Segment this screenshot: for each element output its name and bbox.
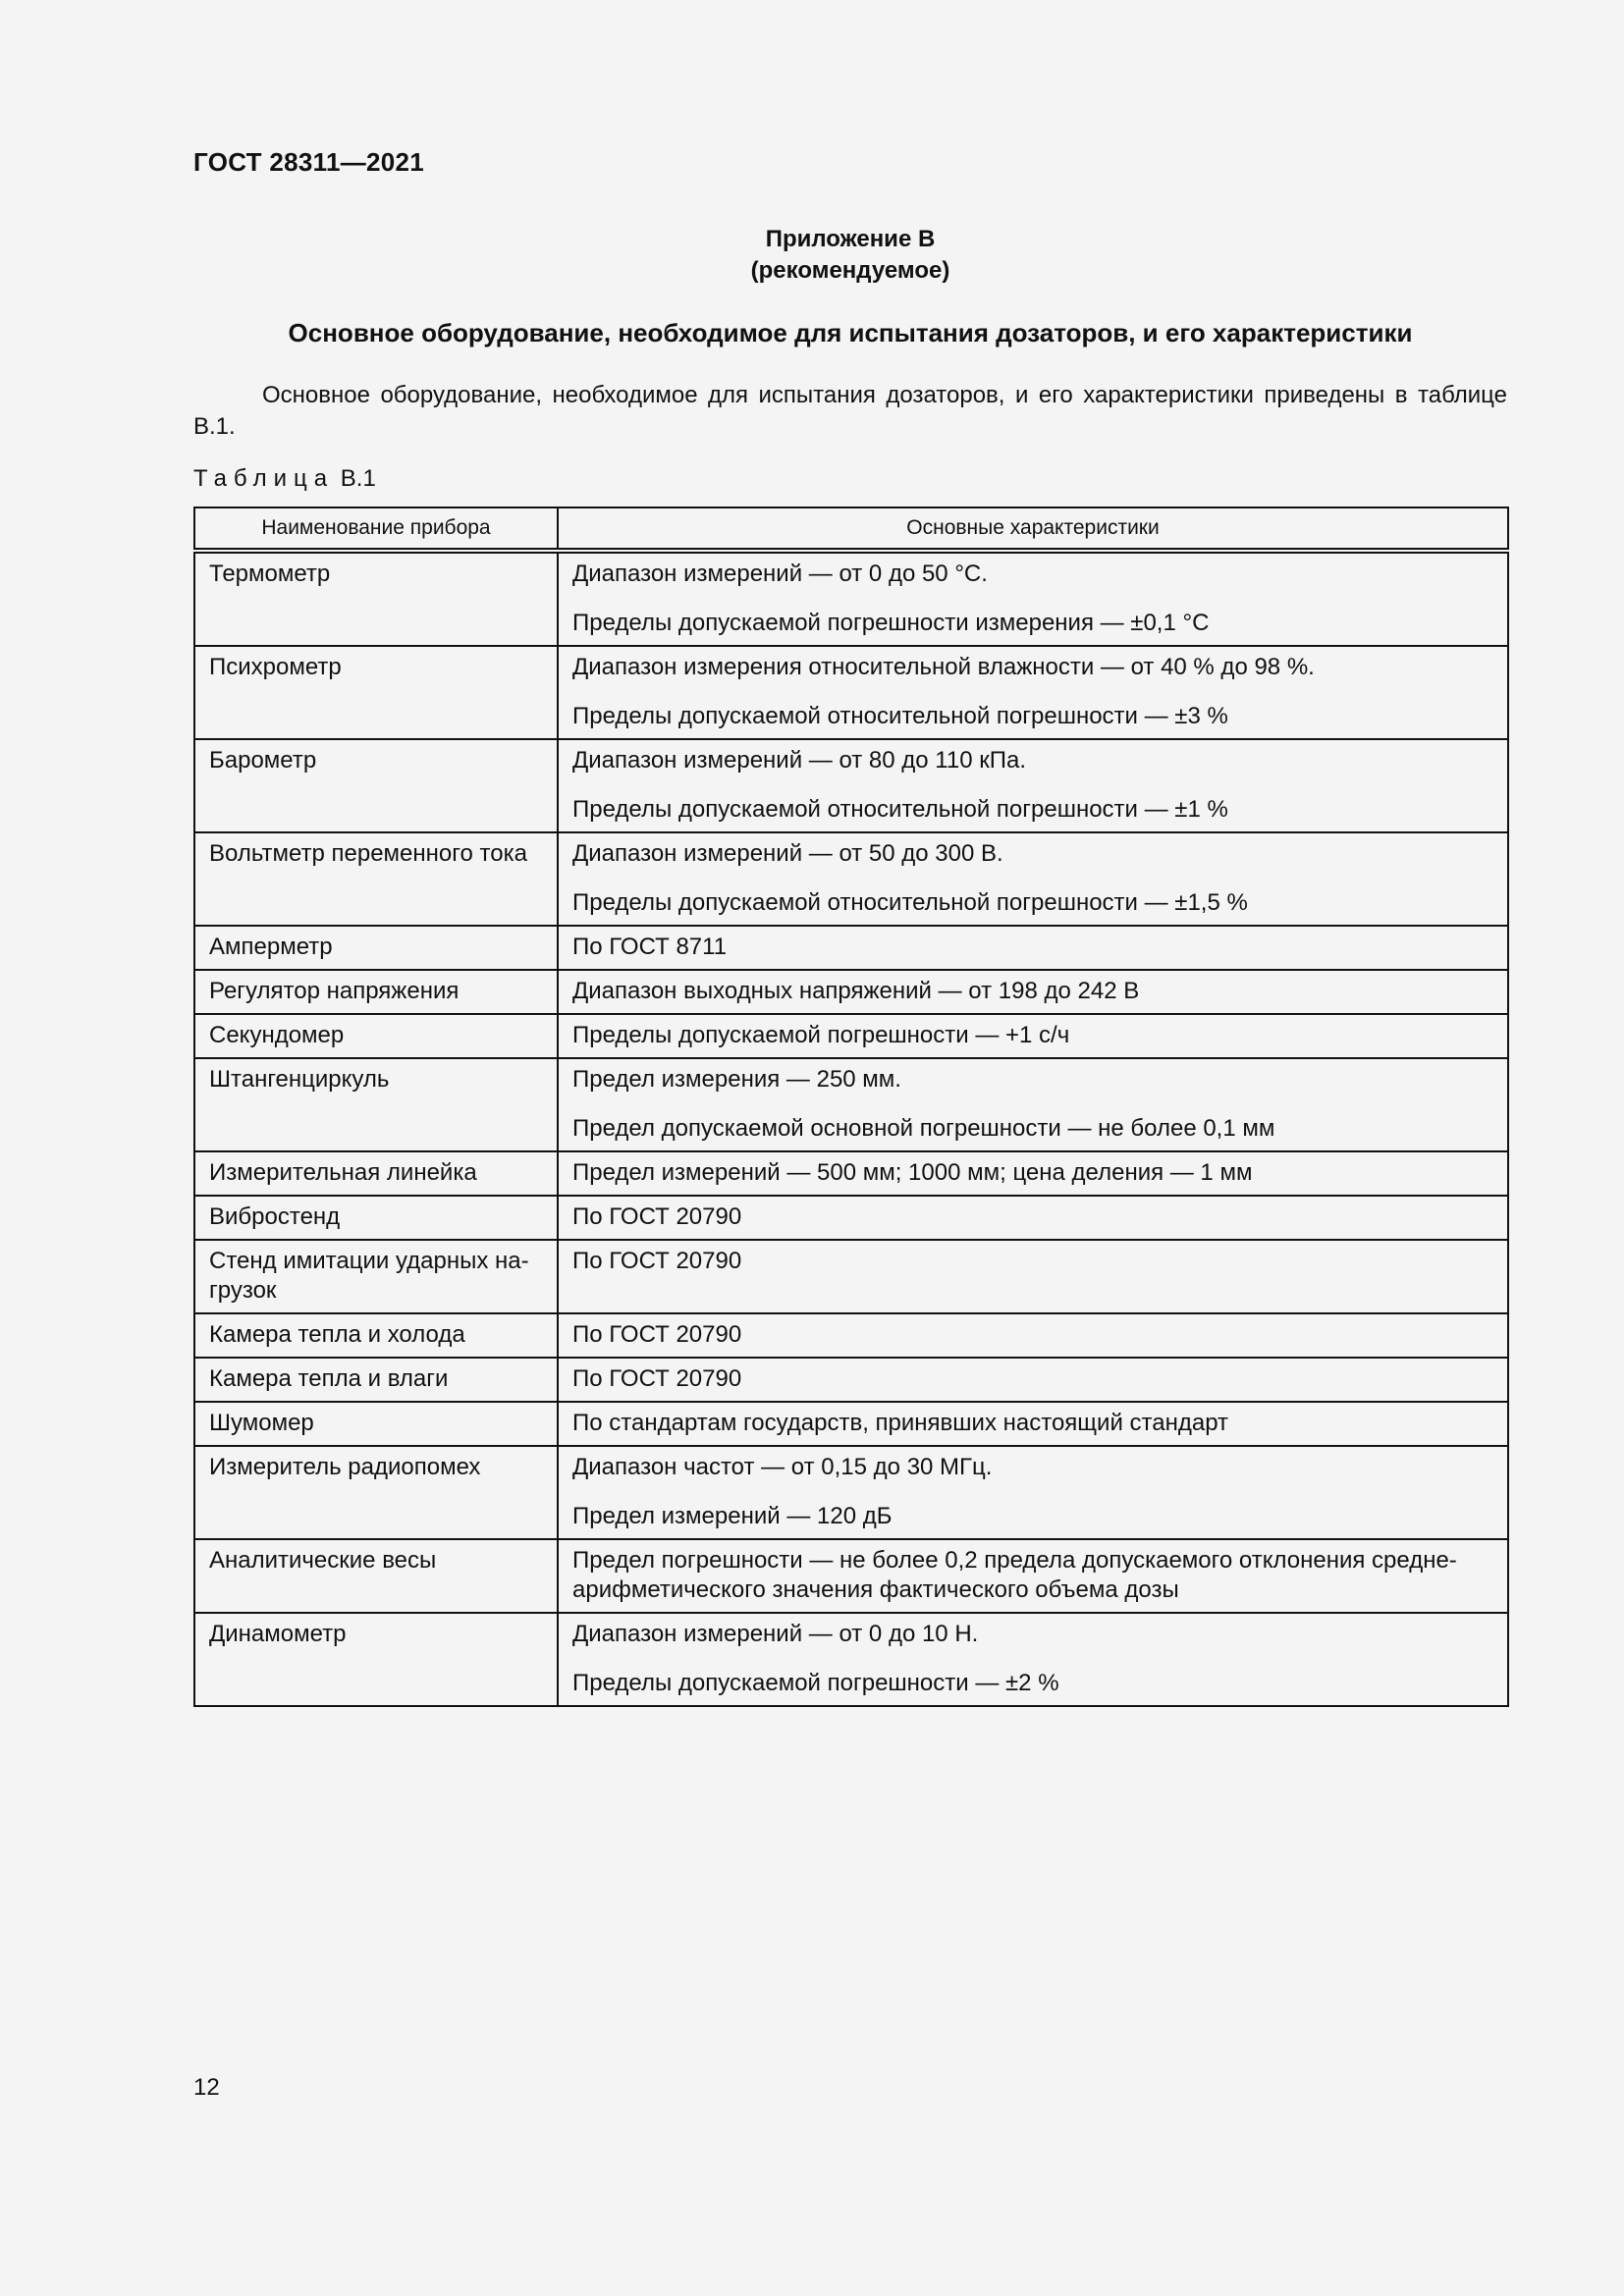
table-row xyxy=(194,1313,1508,1358)
device-name-cell: Регулятор напряжения xyxy=(194,970,558,1014)
table-caption-word: Таблица xyxy=(193,465,335,492)
device-name-cell: Секундомер xyxy=(194,1014,558,1058)
table-row xyxy=(194,739,1508,832)
spec-line: Диапазон измерений — от 80 до 110 кПа. xyxy=(572,747,1026,774)
device-name-cell: Амперметр xyxy=(194,926,558,970)
spec-line: По ГОСТ 8711 xyxy=(572,934,728,960)
spec-line: Пределы допускаемой относительной погрешности — ±1 % xyxy=(572,796,1228,823)
device-specs-cell xyxy=(558,1402,1508,1446)
device-name-cell: Штангенциркуль xyxy=(194,1058,558,1151)
device-specs-cell xyxy=(558,1313,1508,1358)
table-row xyxy=(194,1196,1508,1240)
table-caption xyxy=(193,463,376,495)
intro-paragraph: Основное оборудование, необходимое для испытания дозаторов, и его характеристики приведены в таблице В.1. xyxy=(193,382,1507,440)
spec-line: Диапазон частот — от 0,15 до 30 МГц. xyxy=(572,1454,993,1480)
table-row xyxy=(194,1058,1508,1151)
device-specs-cell xyxy=(558,1358,1508,1402)
spec-line: Пределы допускаемой погрешности — ±2 % xyxy=(572,1670,1059,1696)
section-title: Основное оборудование, необходимое для испытания дозаторов, и его характеристики xyxy=(288,318,1413,347)
spec-line: Пределы допускаемой погрешности — +1 с/ч xyxy=(572,1022,1070,1048)
appendix-title: Приложение В xyxy=(765,226,936,252)
table-body xyxy=(194,551,1508,1706)
spec-line: Пределы допускаемой относительной погрешности — ±1,5 % xyxy=(572,889,1248,916)
device-specs-cell xyxy=(558,1613,1508,1706)
spec-line: По ГОСТ 20790 xyxy=(572,1203,742,1230)
device-name-cell: Измерительная линейка xyxy=(194,1151,558,1196)
spec-line: Диапазон измерения относительной влажности — от 40 % до 98 %. xyxy=(572,654,1315,680)
equipment-table xyxy=(193,507,1509,1707)
device-name-cell: Измеритель радиопомех xyxy=(194,1446,558,1539)
spec-line: Пределы допускаемой относительной погрешности — ±3 % xyxy=(572,703,1228,729)
device-name-cell: Барометр xyxy=(194,739,558,832)
spec-line: По ГОСТ 20790 xyxy=(572,1248,742,1274)
device-specs-cell xyxy=(558,1240,1508,1313)
table-row xyxy=(194,1613,1508,1706)
spec-line: Диапазон измерений — от 0 до 50 °С. xyxy=(572,561,988,587)
device-name-cell: Камера тепла и влаги xyxy=(194,1358,558,1402)
device-specs-cell xyxy=(558,1446,1508,1539)
table-row xyxy=(194,1539,1508,1613)
spec-line: Предел измерений — 120 дБ xyxy=(572,1503,893,1529)
table-row xyxy=(194,1402,1508,1446)
spec-line: Предел допускаемой основной погрешности — не более 0,1 мм xyxy=(572,1115,1275,1142)
table-row xyxy=(194,970,1508,1014)
appendix-heading xyxy=(193,224,1507,287)
spec-line: Предел измерений — 500 мм; 1000 мм; цена деления — 1 мм xyxy=(572,1159,1253,1186)
spec-line: Предел погрешности — не более 0,2 предела допускаемого отклонения средне-арифметического значения фактического объема дозы xyxy=(572,1547,1457,1603)
device-name-cell: Шумомер xyxy=(194,1402,558,1446)
table-caption-number: В.1 xyxy=(340,465,376,492)
spec-line: Диапазон выходных напряжений — от 198 до 242 В xyxy=(572,978,1140,1004)
device-specs-cell xyxy=(558,1014,1508,1058)
device-specs-cell xyxy=(558,1539,1508,1613)
device-specs-cell xyxy=(558,1058,1508,1151)
spec-line: По ГОСТ 20790 xyxy=(572,1365,742,1392)
device-name-cell: Психрометр xyxy=(194,646,558,739)
device-name-cell: Вибростенд xyxy=(194,1196,558,1240)
appendix-status: (рекомендуемое) xyxy=(750,257,950,284)
device-name-cell: Вольтметр переменного тока xyxy=(194,832,558,926)
device-specs-cell xyxy=(558,1196,1508,1240)
table-row xyxy=(194,926,1508,970)
table-row xyxy=(194,646,1508,739)
table-row xyxy=(194,832,1508,926)
table-row xyxy=(194,1151,1508,1196)
table-header-row xyxy=(194,507,1508,551)
device-name-cell: Термометр xyxy=(194,551,558,646)
table-row xyxy=(194,1358,1508,1402)
device-specs-cell xyxy=(558,551,1508,646)
device-name-cell: Аналитические весы xyxy=(194,1539,558,1613)
device-specs-cell xyxy=(558,970,1508,1014)
spec-line: Пределы допускаемой погрешности измерения — ±0,1 °С xyxy=(572,610,1210,636)
document-header: ГОСТ 28311—2021 xyxy=(193,147,425,177)
column-header-specs: Основные характеристики xyxy=(558,507,1508,551)
spec-line: Диапазон измерений — от 0 до 10 Н. xyxy=(572,1621,979,1647)
device-specs-cell xyxy=(558,832,1508,926)
device-specs-cell xyxy=(558,739,1508,832)
device-specs-cell xyxy=(558,1151,1508,1196)
device-specs-cell xyxy=(558,646,1508,739)
spec-line: Предел измерения — 250 мм. xyxy=(572,1066,901,1093)
device-name-cell: Камера тепла и холода xyxy=(194,1313,558,1358)
spec-line: По стандартам государств, принявших настоящий стандарт xyxy=(572,1410,1229,1436)
device-name-cell: Динамометр xyxy=(194,1613,558,1706)
table-row xyxy=(194,1446,1508,1539)
column-header-name: Наименование прибора xyxy=(194,507,558,551)
spec-line: Диапазон измерений — от 50 до 300 В. xyxy=(572,840,1003,867)
table-row xyxy=(194,551,1508,646)
table-row xyxy=(194,1240,1508,1313)
spec-line: По ГОСТ 20790 xyxy=(572,1321,742,1348)
device-name-cell: Стенд имитации ударных на-грузок xyxy=(194,1240,558,1313)
table-row xyxy=(194,1014,1508,1058)
page-number: 12 xyxy=(193,2074,220,2101)
device-specs-cell xyxy=(558,926,1508,970)
